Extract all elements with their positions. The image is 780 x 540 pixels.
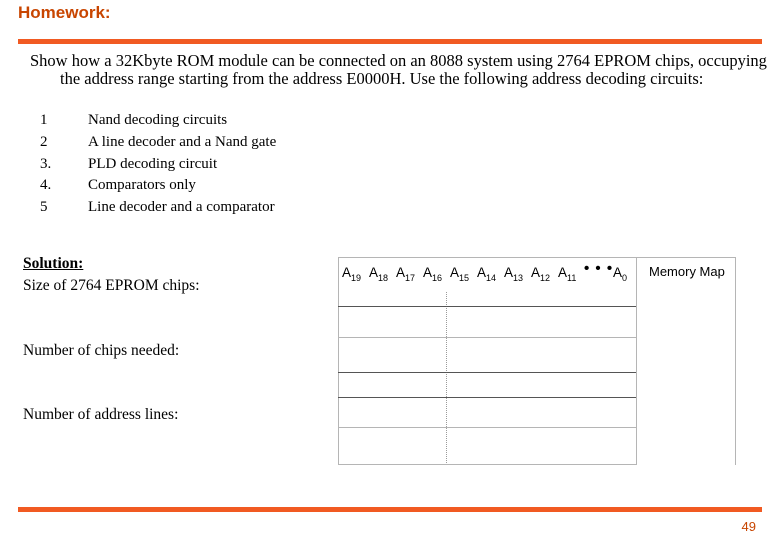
address-line-a16 bbox=[423, 265, 442, 283]
table-row-divider bbox=[338, 337, 636, 338]
address-subscript: 14 bbox=[486, 273, 497, 283]
address-letter: A bbox=[369, 265, 379, 280]
address-lines-label: Number of address lines: bbox=[23, 406, 179, 423]
list-item-number: 5 bbox=[40, 199, 48, 216]
top-divider bbox=[18, 39, 762, 44]
address-line-a14 bbox=[477, 265, 496, 283]
address-line-a13 bbox=[504, 265, 523, 283]
address-letter: A bbox=[450, 265, 460, 280]
address-letter: A bbox=[531, 265, 541, 280]
table-column-divider bbox=[636, 257, 637, 465]
address-letter: A bbox=[613, 265, 623, 280]
address-subscript: 15 bbox=[459, 273, 470, 283]
address-subscript: 18 bbox=[378, 273, 389, 283]
address-line-a11 bbox=[558, 265, 576, 283]
address-letter: A bbox=[558, 265, 568, 280]
address-subscript: 12 bbox=[540, 273, 551, 283]
address-subscript: 13 bbox=[513, 273, 524, 283]
address-ellipsis: • • • bbox=[584, 260, 614, 277]
address-letter: A bbox=[477, 265, 487, 280]
address-subscript: 11 bbox=[567, 273, 577, 283]
eprom-size-label: Size of 2764 EPROM chips: bbox=[23, 277, 200, 294]
table-row-divider bbox=[338, 306, 636, 307]
address-subscript: 19 bbox=[351, 273, 362, 283]
memory-map-table bbox=[338, 257, 736, 465]
table-row-divider bbox=[338, 372, 636, 373]
slide-title: Homework: bbox=[18, 3, 111, 22]
bottom-divider bbox=[18, 507, 762, 512]
list-item-text: Comparators only bbox=[88, 177, 196, 194]
address-line-a0 bbox=[613, 265, 627, 283]
table-row-divider bbox=[338, 427, 636, 428]
list-item-text: Line decoder and a comparator bbox=[88, 199, 275, 216]
problem-statement: Show how a 32Kbyte ROM module can be connected on an 8088 system using 2764 EPROM chips, occupying the address range starting from the address E0000H. Use the following address decoding circuits: bbox=[30, 51, 767, 88]
address-subscript: 16 bbox=[432, 273, 443, 283]
address-letter: A bbox=[396, 265, 406, 280]
page-number: 49 bbox=[741, 519, 756, 534]
chips-needed-label: Number of chips needed: bbox=[23, 342, 180, 359]
address-line-a12 bbox=[531, 265, 550, 283]
table-left-border bbox=[338, 257, 339, 465]
address-letter: A bbox=[423, 265, 433, 280]
table-right-border bbox=[735, 257, 736, 465]
address-letter: A bbox=[342, 265, 352, 280]
list-item-number: 4. bbox=[40, 177, 52, 194]
address-subscript: 0 bbox=[622, 273, 628, 283]
list-item-text: Nand decoding circuits bbox=[88, 112, 228, 128]
address-line-a18 bbox=[369, 265, 388, 283]
address-letter: A bbox=[504, 265, 514, 280]
memory-map-header: Memory Map bbox=[649, 264, 725, 279]
list-item-number: 3. bbox=[40, 155, 52, 172]
list-item-text: PLD decoding circuit bbox=[88, 155, 218, 172]
table-bottom-border bbox=[338, 464, 636, 465]
list-item-number: 2 bbox=[40, 133, 48, 150]
address-line-a15 bbox=[450, 265, 469, 283]
solution-heading: Solution: bbox=[23, 255, 84, 272]
address-line-a17 bbox=[396, 265, 415, 283]
address-subscript: 17 bbox=[405, 273, 416, 283]
list-item-number: 1 bbox=[40, 112, 48, 128]
address-line-a19 bbox=[342, 265, 361, 283]
table-top-border bbox=[338, 257, 736, 258]
table-dotted-guide bbox=[446, 292, 447, 465]
table-row-divider bbox=[338, 397, 636, 398]
list-item-text: A line decoder and a Nand gate bbox=[88, 133, 277, 150]
